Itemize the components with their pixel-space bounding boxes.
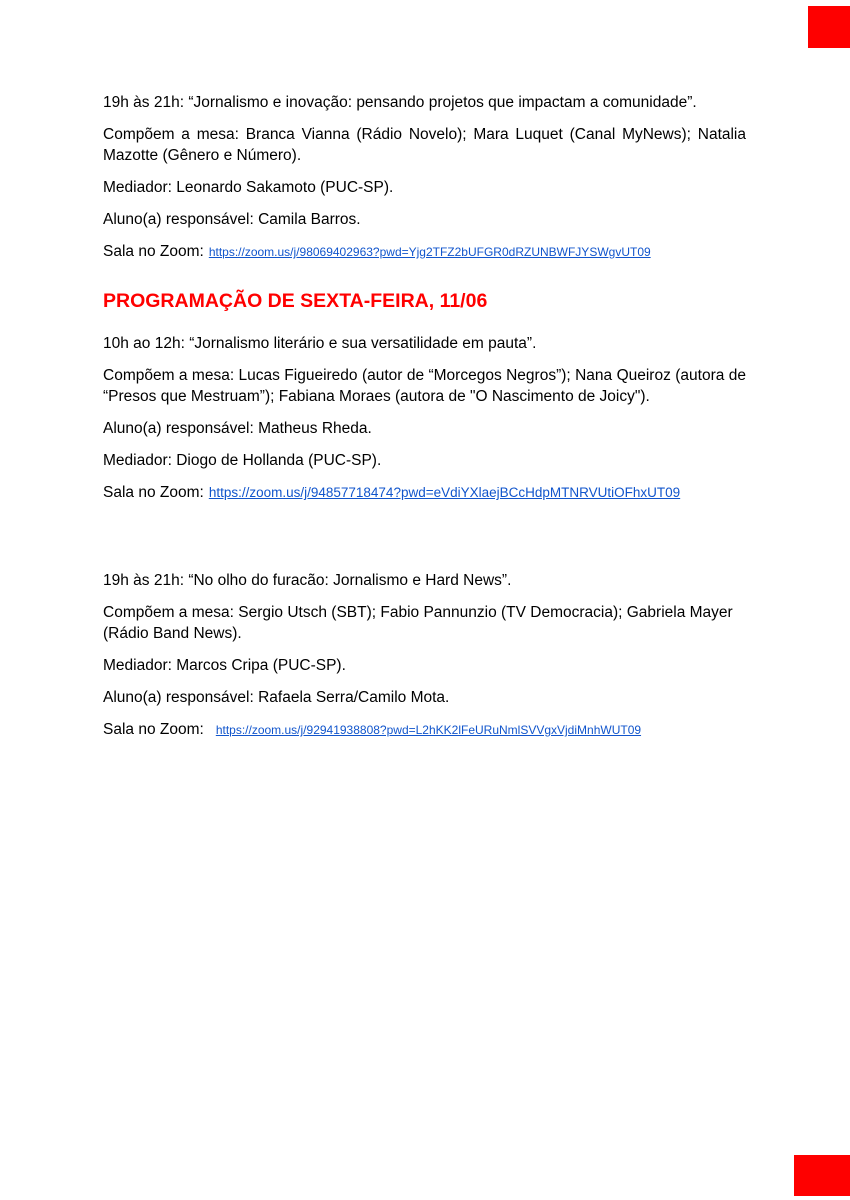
zoom-room-line	[103, 482, 746, 503]
mediador-line: Mediador: Diogo de Hollanda (PUC-SP).	[103, 452, 382, 469]
zoom-link[interactable]: https://zoom.us/j/98069402963?pwd=Yjg2TFZ2bUFGR0dRZUNBWFJYSWgvUT09	[208, 245, 651, 259]
session-time-title: 19h às 21h: “Jornalismo e inovação: pensando projetos que impactam a comunidade”.	[103, 94, 697, 111]
zoom-link[interactable]: https://zoom.us/j/94857718474?pwd=eVdiYXlaejBCcHdpMTNRVUtiOFhxUT09	[208, 485, 681, 500]
session-block-literario	[103, 333, 746, 503]
mesa-paragraph: Compõem a mesa: Lucas Figueiredo (autor de “Morcegos Negros”); Nana Queiroz (autora de “Presos que Mestruam”); Fabiana Moraes (autora de "O Nascimento de Joicy").	[103, 367, 746, 405]
zoom-label: Sala no Zoom:	[103, 484, 204, 501]
aluno-line: Aluno(a) responsável: Rafaela Serra/Camilo Mota.	[103, 689, 450, 706]
aluno-line: Aluno(a) responsável: Camila Barros.	[103, 211, 361, 228]
zoom-label: Sala no Zoom:	[103, 243, 204, 260]
mesa-paragraph: Compõem a mesa: Sergio Utsch (SBT); Fabio Pannunzio (TV Democracia); Gabriela Mayer (Rádio Band News).	[103, 604, 733, 642]
red-marker-bottom-right	[794, 1155, 850, 1196]
blank-gap	[103, 514, 746, 570]
mesa-paragraph: Compõem a mesa: Branca Vianna (Rádio Novelo); Mara Luquet (Canal MyNews); Natalia Mazotte (Gênero e Número).	[103, 126, 746, 164]
session-time-title: 19h às 21h: “No olho do furacão: Jornalismo e Hard News”.	[103, 572, 512, 589]
session-block-inovacao	[103, 92, 746, 263]
zoom-room-line	[103, 719, 746, 741]
zoom-link[interactable]: https://zoom.us/j/92941938808?pwd=L2hKK2lFeURuNmlSVVgxVjdiMnhWUT09	[215, 723, 642, 737]
day-heading-sexta: PROGRAMAÇÃO DE SEXTA-FEIRA, 11/06	[103, 290, 488, 312]
red-marker-top-right	[808, 6, 850, 48]
session-block-hardnews	[103, 570, 746, 741]
zoom-label: Sala no Zoom:	[103, 721, 204, 738]
mediador-line: Mediador: Marcos Cripa (PUC-SP).	[103, 657, 346, 674]
aluno-line: Aluno(a) responsável: Matheus Rheda.	[103, 420, 372, 437]
session-time-title: 10h ao 12h: “Jornalismo literário e sua versatilidade em pauta”.	[103, 335, 537, 352]
zoom-room-line	[103, 241, 746, 263]
mediador-line: Mediador: Leonardo Sakamoto (PUC-SP).	[103, 179, 394, 196]
